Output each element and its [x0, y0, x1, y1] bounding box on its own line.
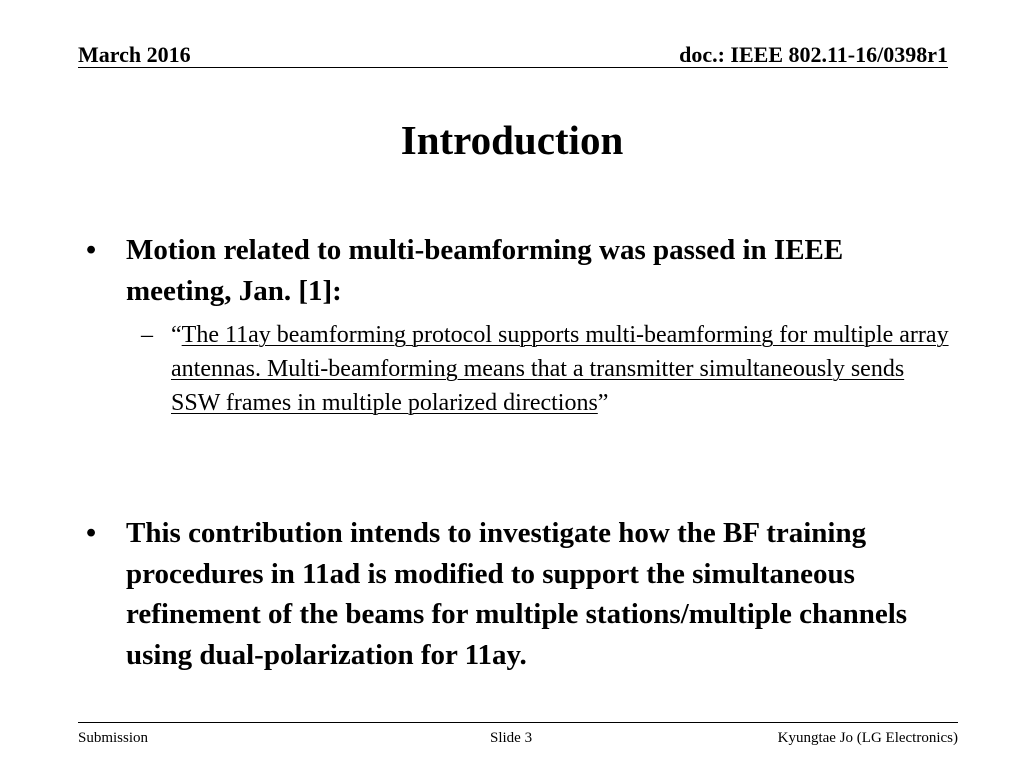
header-date: March 2016 [78, 42, 191, 67]
header-doc-id: doc.: IEEE 802.11-16/0398r1 [679, 42, 948, 67]
bullet-item-motion [86, 230, 926, 311]
bullet-marker: • [86, 234, 97, 266]
sub-bullet-quote [141, 318, 951, 420]
footer-author: Kyungtae Jo (LG Electronics) [777, 730, 958, 746]
bullet-marker: • [86, 517, 97, 549]
bullet-text: This contribution intends to investigate how the BF training procedures in 11ad is modified to support the simultaneous refinement of the beams for multiple stations/multiple channels using dual-polarization for 11ay. [126, 517, 908, 671]
open-quote: “ [171, 322, 182, 348]
footer-slide-number: Slide 3 [490, 730, 533, 746]
sub-bullet-marker: – [141, 322, 153, 348]
footer-divider [78, 722, 958, 723]
header-divider [78, 67, 948, 68]
bullet-item-contribution [86, 513, 926, 675]
quoted-motion-text: The 11ay beamforming protocol supports multi-beamforming for multiple array antennas. Multi-beamforming means that a transmitter simultaneously sends SSW frames in multiple polarized directions [171, 322, 949, 416]
footer-submission: Submission [78, 730, 149, 746]
bullet-text: Motion related to multi-beamforming was passed in IEEE meeting, Jan. [1]: [126, 234, 844, 307]
close-quote: ” [597, 390, 609, 416]
slide-title: Introduction [400, 117, 624, 163]
